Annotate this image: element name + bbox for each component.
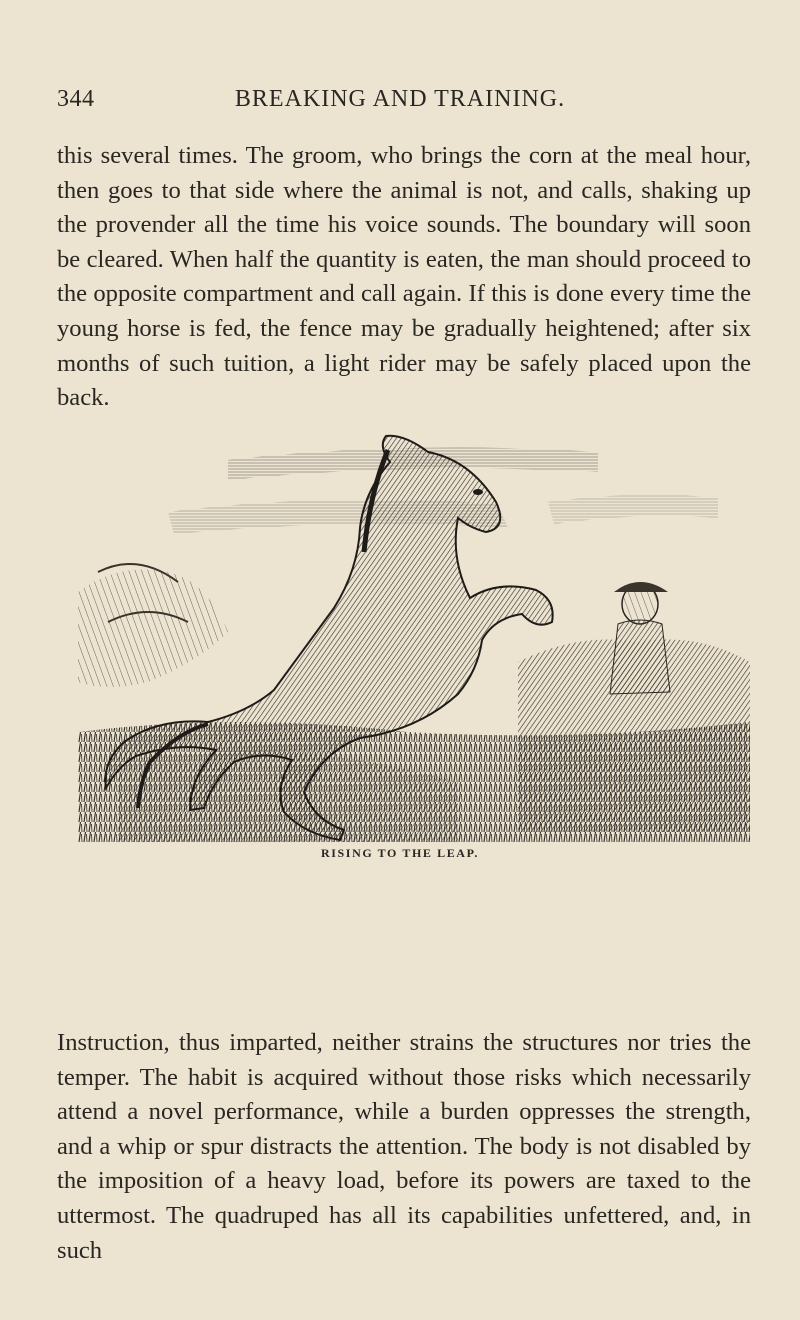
page-number: 344 (57, 86, 95, 112)
figure-caption: RISING TO THE LEAP. (320, 846, 479, 860)
horse-engraving (78, 432, 750, 842)
paragraph-2: Instruction, thus imparted, neither strains the structures nor tries the temper. The habit is acquired without those risks which necessarily attend a novel performance, while a burden oppresses the strength, and a whip or spur distracts the attention. The body is not disabled by the imposition of a heavy load, before its powers are taxed to the uttermost. The quadruped has all its capabilities unfettered, and, in such (57, 1029, 751, 1264)
page-header (57, 86, 743, 120)
paragraph-1: this several times. The groom, who brings the corn at the meal hour, then goes to that side where the animal is not, and calls, shaking up the provender all the time his voice sounds. The boundary will soon be cleared. When half the quantity is eaten, the man should proceed to the opposite compartment and call again. If this is done every time the young horse is fed, the fence may be gradually heightened; after six months of such tuition, a light rider may be safely placed upon the back. (57, 142, 751, 412)
tree-left (78, 570, 228, 688)
running-head: BREAKING AND TRAINING. (234, 86, 566, 112)
groom-figure (610, 582, 670, 694)
